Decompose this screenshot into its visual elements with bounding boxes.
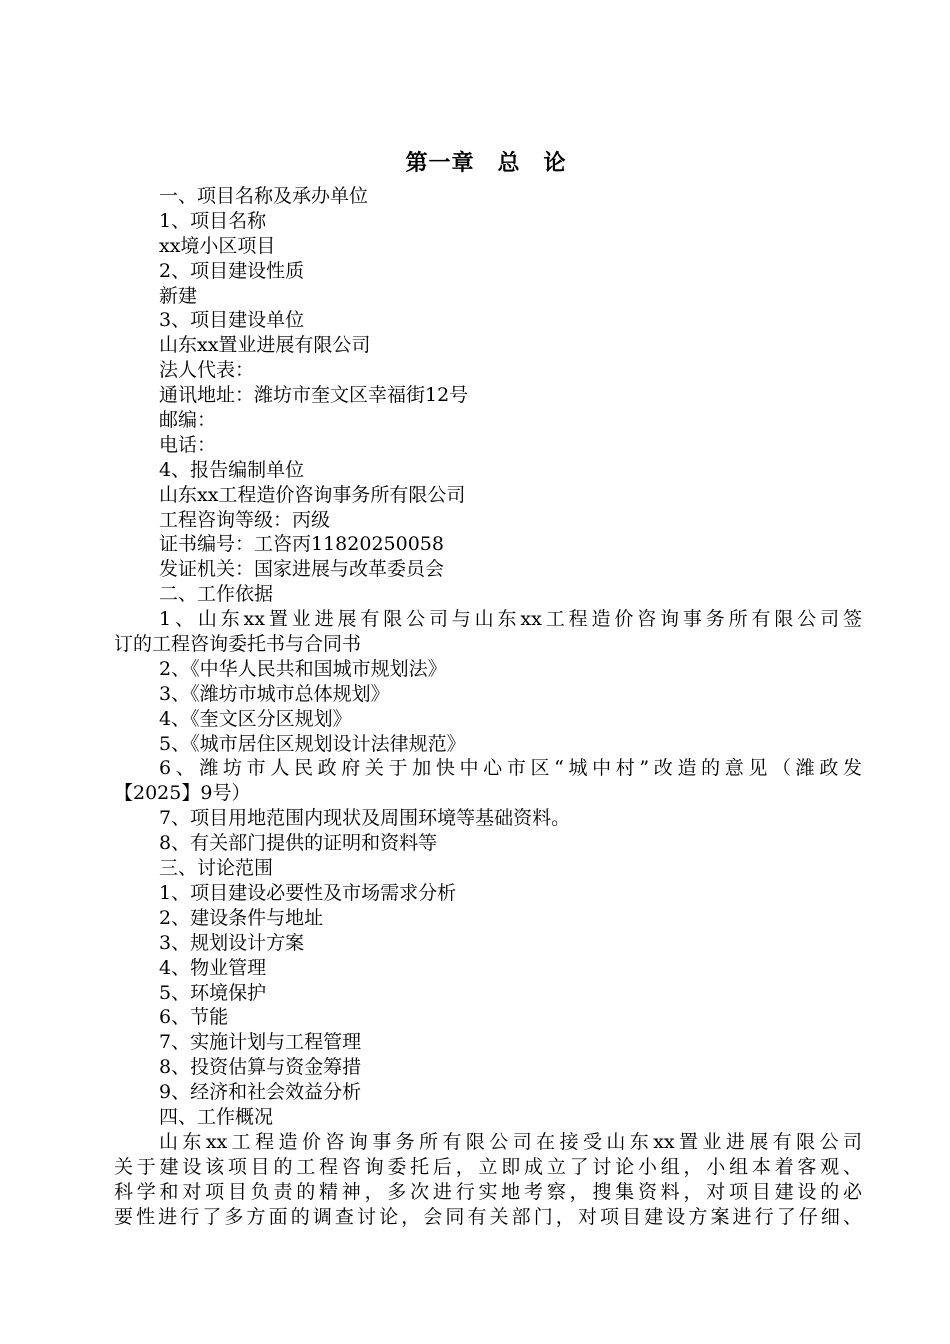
text-line: 二、工作依据 [159, 583, 274, 606]
text-line: 1、项目名称 [159, 209, 267, 232]
text-line: 4、报告编制单位 [159, 458, 305, 481]
text-line: 1、项目建设必要性及市场需求分析 [159, 881, 457, 904]
text-line: 科学和对项目负责的精神，多次进行实地考察，搜集资料，对项目建设的必 [114, 1180, 862, 1203]
text-line: 四、工作概况 [159, 1105, 274, 1128]
text-line: 8、有关部门提供的证明和资料等 [159, 832, 438, 855]
text-line: 证书编号：工咨丙11820250058 [159, 533, 444, 556]
text-line: 新建 [159, 284, 198, 307]
document-body [114, 184, 862, 1229]
chapter-title: 第一章 总 论 [405, 151, 567, 176]
text-line: 2、建设条件与地址 [159, 906, 324, 929]
text-line: 工程咨询等级：丙级 [159, 508, 331, 531]
text-line: 通讯地址：潍坊市奎文区幸福街12号 [159, 384, 469, 407]
text-line: 4、《奎文区分区规划》 [159, 707, 352, 730]
text-line: 7、项目用地范围内现状及周围环境等基础资料。 [159, 807, 571, 830]
text-line: 要性进行了多方面的调查讨论，会同有关部门，对项目建设方案进行了仔细、 [114, 1205, 862, 1228]
text-line: xx境小区项目 [159, 234, 276, 257]
text-line: 法人代表： [159, 359, 255, 382]
text-line: 2、项目建设性质 [159, 259, 305, 282]
text-line: 1、山东xx置业进展有限公司与山东xx工程造价咨询事务所有限公司签 [159, 608, 862, 631]
text-line: 2、《中华人民共和国城市规划法》 [159, 657, 447, 680]
text-line: 【2025】9号） [114, 782, 251, 805]
text-line: 3、《潍坊市城市总体规划》 [159, 682, 390, 705]
text-line: 6、潍坊市人民政府关于加快中心市区“城中村”改造的意见（潍政发 [159, 757, 862, 780]
text-line: 订的工程咨询委托书与合同书 [114, 633, 362, 656]
text-line: 关于建设该项目的工程咨询委托后，立即成立了讨论小组，小组本着客观、 [114, 1155, 862, 1178]
text-line: 三、讨论范围 [159, 857, 274, 880]
text-line: 山东xx工程造价咨询事务所有限公司 [159, 483, 466, 506]
text-line: 4、物业管理 [159, 956, 267, 979]
text-line: 3、规划设计方案 [159, 931, 305, 954]
text-line: 5、环境保护 [159, 981, 267, 1004]
text-line: 3、项目建设单位 [159, 309, 305, 332]
text-line: 6、节能 [159, 1006, 229, 1029]
text-line: 9、经济和社会效益分析 [159, 1081, 362, 1104]
text-line: 山东xx工程造价咨询事务所有限公司在接受山东xx置业进展有限公司 [159, 1130, 862, 1153]
text-line: 一、项目名称及承办单位 [159, 185, 369, 207]
text-line: 5、《城市居住区规划设计法律规范》 [159, 732, 466, 755]
text-line: 8、投资估算与资金筹措 [159, 1056, 362, 1079]
text-line: 邮编： [159, 409, 217, 432]
text-line: 电话： [159, 433, 217, 456]
text-line: 发证机关：国家进展与改革委员会 [159, 558, 445, 581]
text-line: 7、实施计划与工程管理 [159, 1031, 362, 1054]
text-line: 山东xx置业进展有限公司 [159, 334, 371, 357]
